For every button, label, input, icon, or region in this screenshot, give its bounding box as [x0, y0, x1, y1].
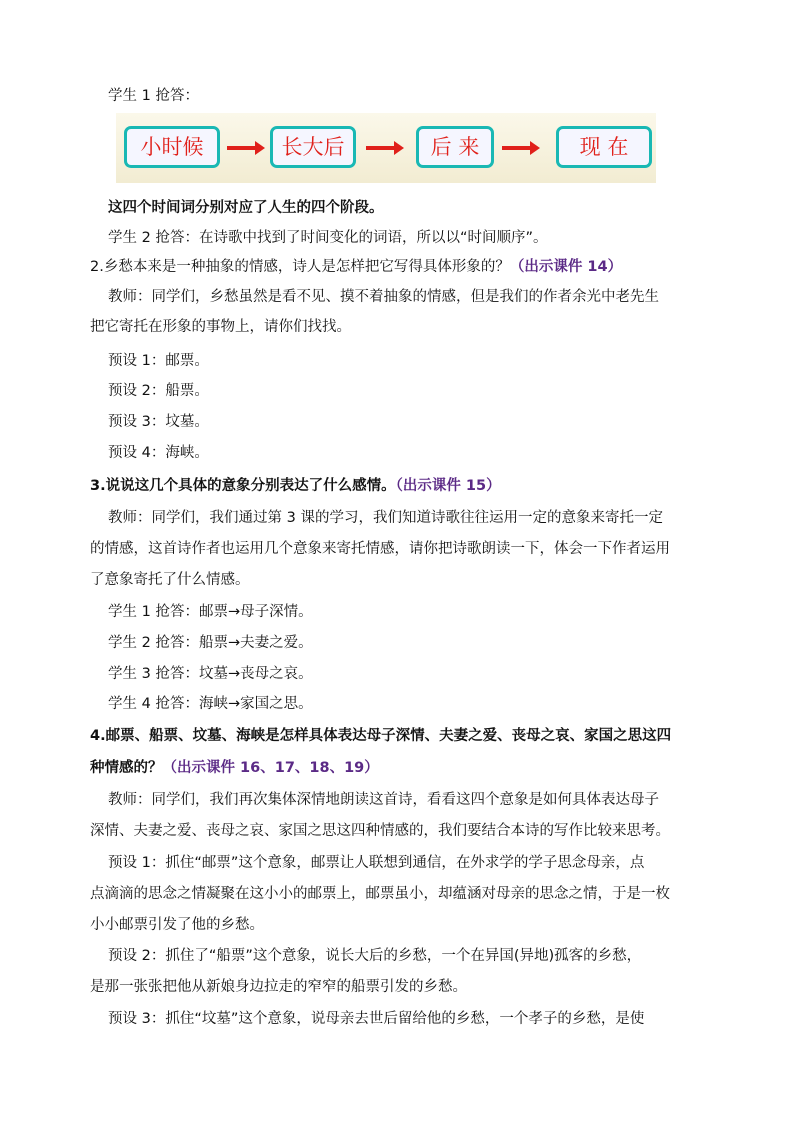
question-text: 种情感的？	[90, 760, 163, 776]
text-line: 预设 4：海峡。	[108, 445, 209, 461]
text-line: 是那一张张把他从新娘身边拉走的窄窄的船票引发的乡愁。	[90, 979, 467, 995]
text-line: 预设 2：抓住了“船票”这个意象，说长大后的乡愁，一个在异国(异地)孤客的乡愁，	[108, 948, 642, 964]
text-line: 学生 3 抢答：坟墓→丧母之哀。	[108, 666, 313, 682]
question-2	[90, 257, 622, 277]
question-4: 4.邮票、船票、坟墓、海峡是怎样具体表达母子深情、夫妻之爱、丧母之哀、家国之思这四	[90, 728, 672, 744]
question-4-cont	[90, 758, 379, 778]
text-line: 预设 1：邮票。	[108, 353, 209, 369]
text-line: 学生 1 抢答：	[108, 88, 199, 104]
text-line: 学生 2 抢答：船票→夫妻之爱。	[108, 635, 313, 651]
timeline-box-now: 现 在	[556, 126, 652, 168]
question-text: 2.乡愁本来是一种抽象的情感，诗人是怎样把它写得具体形象的？	[90, 259, 510, 275]
text-line: 小小邮票引发了他的乡愁。	[90, 917, 264, 933]
courseware-note: （出示课件 14）	[509, 259, 623, 275]
text-line: 预设 2：船票。	[108, 383, 209, 399]
text-line: 点滴滴的思念之情凝聚在这小小的邮票上，邮票虽小，却蕴涵对母亲的思念之情，于是一枚	[90, 886, 670, 902]
timeline-box-grown-up: 长大后	[270, 126, 356, 168]
timeline-box-later: 后 来	[416, 126, 494, 168]
arrow-icon	[227, 144, 267, 152]
text-line: 的情感，这首诗作者也运用几个意象来寄托情感，请你把诗歌朗读一下，体会一下作者运用	[90, 541, 670, 557]
text-line: 教师：同学们，我们通过第 3 课的学习，我们知道诗歌往往运用一定的意象来寄托一定	[108, 510, 663, 526]
text-line: 教师：同学们，乡愁虽然是看不见、摸不着抽象的情感，但是我们的作者余光中老先生	[108, 289, 659, 305]
text-line: 这四个时间词分别对应了人生的四个阶段。	[108, 200, 384, 216]
arrow-icon	[502, 144, 542, 152]
text-line: 学生 1 抢答：邮票→母子深情。	[108, 604, 313, 620]
text-line: 预设 1：抓住“邮票”这个意象，邮票让人联想到通信，在外求学的学子思念母亲，点	[108, 855, 645, 871]
timeline-diagram	[116, 113, 656, 183]
text-line: 预设 3：坟墓。	[108, 414, 209, 430]
arrow-icon	[366, 144, 406, 152]
text-line: 深情、夫妻之爱、丧母之哀、家国之思这四种情感的，我们要结合本诗的写作比较来思考。	[90, 823, 670, 839]
courseware-note: （出示课件 15）	[395, 478, 501, 494]
timeline-box-childhood: 小时候	[124, 126, 220, 168]
text-line: 教师：同学们，我们再次集体深情地朗读这首诗，看看这四个意象是如何具体表达母子	[108, 792, 659, 808]
text-line: 预设 3：抓住“坟墓”这个意象，说母亲去世后留给他的乡愁，一个孝子的乡愁，是使	[108, 1011, 645, 1027]
text-line: 学生 4 抢答：海峡→家国之思。	[108, 696, 313, 712]
text-line: 把它寄托在形象的事物上，请你们找找。	[90, 319, 351, 335]
question-text: 3.说说这几个具体的意象分别表达了什么感情。	[90, 478, 396, 494]
text-line: 学生 2 抢答：在诗歌中找到了时间变化的词语，所以以“时间顺序”。	[108, 230, 548, 246]
courseware-note: （出示课件 16、17、18、19）	[162, 760, 379, 776]
text-line: 了意象寄托了什么情感。	[90, 572, 250, 588]
question-3	[90, 476, 501, 496]
